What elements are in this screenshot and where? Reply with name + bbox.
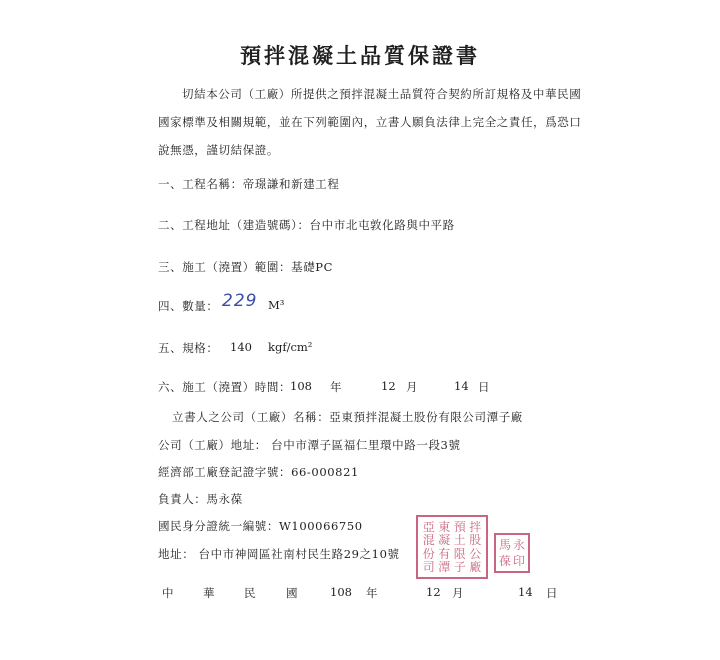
- date-day: 14: [454, 379, 469, 393]
- document-title: 預拌混凝土品質保證書: [240, 43, 480, 68]
- footer-day-unit: 日: [546, 586, 558, 600]
- quantity-label: 四、數量：: [158, 299, 219, 313]
- spec-unit: kgf/cm²: [268, 340, 313, 354]
- date-year: 108: [290, 379, 312, 393]
- date-day-unit: 日: [478, 380, 490, 394]
- project-address: 二、工程地址（建造號碼）：台中市北屯敦化路與中平路: [158, 218, 455, 232]
- footer-char-3: 民: [244, 586, 256, 600]
- company-seal-stamp: 亞 東 預 拌 混 凝 土 股 份 有 限 公 司 潭 子 廠: [416, 515, 488, 579]
- footer-day: 14: [518, 585, 533, 599]
- pour-scope: 三、施工（澆置）範圍：基礎PC: [158, 260, 334, 274]
- factory-registration: 經濟部工廠登記證字號：66-000821: [158, 465, 359, 479]
- date-month: 12: [381, 379, 396, 393]
- intro-paragraph: 切結本公司（工廠）所提供之預拌混凝土品質符合契約所訂規格及中華民國國家標準及相關規範，並在下列範圍內，立書人願負法律上完全之責任，爲恐口說無憑，謹切結保證。: [158, 87, 582, 157]
- date-year-unit: 年: [330, 380, 342, 394]
- footer-year-unit: 年: [366, 586, 378, 600]
- footer-month: 12: [426, 585, 441, 599]
- footer-char-2: 華: [203, 586, 215, 600]
- spec-label: 五、規格：: [158, 341, 219, 355]
- footer-char-4: 國: [286, 586, 298, 600]
- personal-seal-stamp: 馬 永 葆 印: [494, 533, 530, 573]
- responsible-person: 負責人：馬永葆: [158, 492, 243, 506]
- responsible-address: 地址： 台中市神岡區社南村民生路29之10號: [158, 547, 400, 561]
- date-month-unit: 月: [406, 380, 418, 394]
- date-label: 六、施工（澆置）時間：: [158, 380, 292, 394]
- signatory-company: 立書人之公司（工廠）名稱：亞東預拌混凝土股份有限公司潭子廠: [172, 410, 523, 424]
- quantity-handwritten: 229: [222, 291, 258, 311]
- quantity-unit: M³: [268, 298, 285, 312]
- footer-year: 108: [330, 585, 352, 599]
- id-number: 國民身分證統一編號：W100066750: [158, 519, 363, 533]
- signatory-company-address: 公司（工廠）地址： 台中市潭子區福仁里環中路一段3號: [158, 438, 461, 452]
- footer-month-unit: 月: [452, 586, 464, 600]
- spec-value: 140: [230, 340, 252, 354]
- project-name: 一、工程名稱：帝璟謙和新建工程: [158, 177, 340, 191]
- footer-char-1: 中: [162, 586, 174, 600]
